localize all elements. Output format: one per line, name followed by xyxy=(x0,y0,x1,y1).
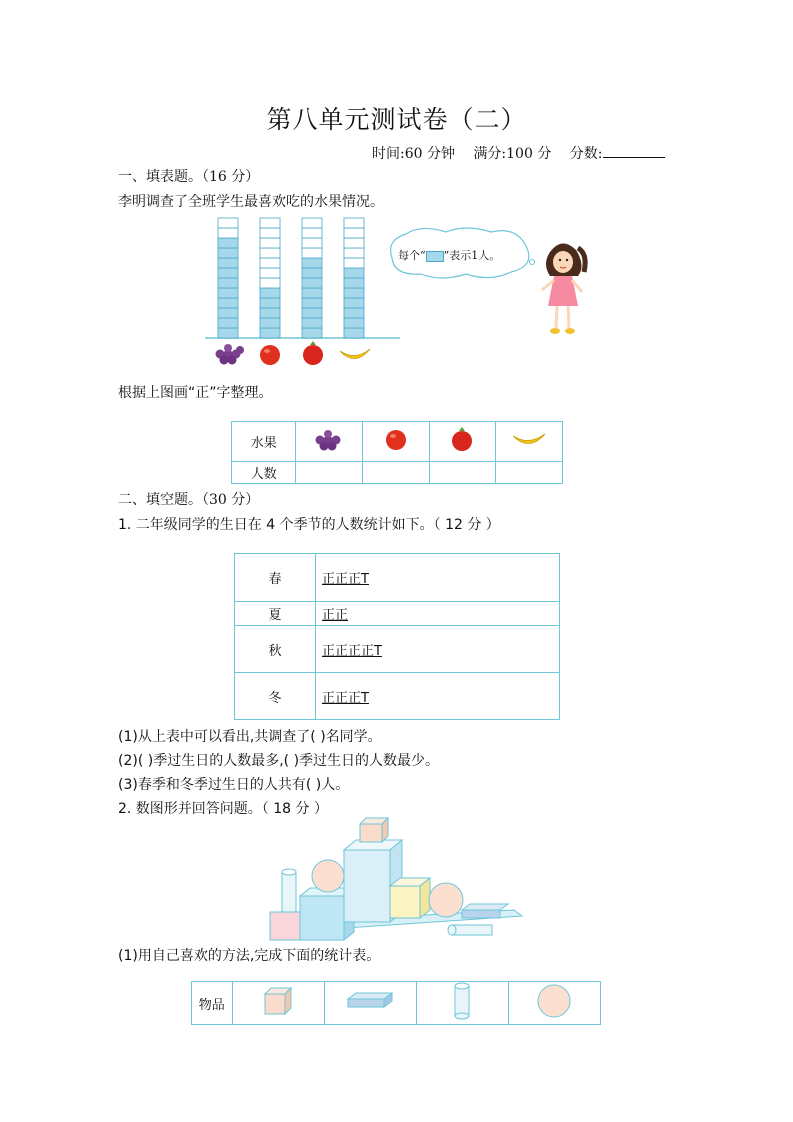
filled-cell xyxy=(260,308,280,318)
filled-cell xyxy=(344,288,364,298)
filled-cell xyxy=(344,318,364,328)
empty-cell xyxy=(218,228,238,238)
filled-cell xyxy=(344,278,364,288)
count-cell-apple[interactable] xyxy=(363,462,430,484)
filled-cell xyxy=(218,248,238,258)
filled-cell xyxy=(344,268,364,278)
filled-cell xyxy=(218,308,238,318)
count-cell-grapes[interactable] xyxy=(296,462,363,484)
filled-cell xyxy=(260,318,280,328)
empty-cell xyxy=(260,238,280,248)
grapes-icon xyxy=(216,344,245,365)
section1-instruction: 根据上图画“正”字整理。 xyxy=(118,385,273,401)
cuboid-icon xyxy=(346,991,394,1011)
season-cell: 春 xyxy=(235,554,316,602)
pomegranate-icon xyxy=(303,341,323,365)
apple-icon xyxy=(260,345,280,365)
girl-illustration xyxy=(532,236,590,338)
count-cell-banana[interactable] xyxy=(496,462,563,484)
page-title: 第八单元测试卷（二） xyxy=(266,105,527,134)
sphere-icon xyxy=(536,983,572,1019)
tally-cell: 正正 xyxy=(316,602,560,626)
filled-cell xyxy=(302,278,322,288)
q2-sub1: (1)用自己喜欢的方法,完成下面的统计表。 xyxy=(118,948,381,964)
section2-heading: 二、填空题。（30 分） xyxy=(118,492,260,508)
empty-cell xyxy=(344,228,364,238)
empty-cell xyxy=(260,258,280,268)
filled-cell xyxy=(302,318,322,328)
filled-cell xyxy=(218,238,238,248)
time-limit: 时间:60 分钟 xyxy=(372,146,455,162)
empty-cell xyxy=(344,248,364,258)
season-cell: 夏 xyxy=(235,602,316,626)
filled-cell xyxy=(344,308,364,318)
empty-cell xyxy=(260,228,280,238)
empty-cell xyxy=(218,218,238,228)
filled-cell xyxy=(218,318,238,328)
empty-cell xyxy=(260,278,280,288)
section1-intro: 李明调查了全班学生最喜欢吃的水果情况。 xyxy=(118,194,384,210)
exam-meta xyxy=(372,143,679,163)
bar-pomegranate xyxy=(302,218,322,338)
bubble-text-before: 每个“ xyxy=(398,249,426,262)
tally-cell: 正正正T xyxy=(316,673,560,720)
bar-grapes xyxy=(218,218,238,338)
pomegranate-icon xyxy=(450,427,474,453)
filled-cell xyxy=(218,298,238,308)
bubble-text xyxy=(398,247,500,263)
count-cell-pomegranate[interactable] xyxy=(429,462,496,484)
bar-apple xyxy=(260,218,280,338)
filled-cell xyxy=(260,328,280,338)
empty-cell xyxy=(344,238,364,248)
filled-cell xyxy=(302,328,322,338)
empty-cell xyxy=(344,218,364,228)
tally-cell: 正正正T xyxy=(316,554,560,602)
fruit-tally-table xyxy=(231,421,563,484)
filled-cell xyxy=(302,288,322,298)
filled-cell xyxy=(218,288,238,298)
filled-cell xyxy=(218,328,238,338)
filled-cell xyxy=(302,258,322,268)
banana-icon xyxy=(340,349,370,359)
filled-cell xyxy=(344,328,364,338)
filled-cell xyxy=(218,278,238,288)
empty-cell xyxy=(260,218,280,228)
filled-cell xyxy=(302,268,322,278)
q1-prompt: 1. 二年级同学的生日在 4 个季节的人数统计如下。（ 12 分 ） xyxy=(118,517,500,533)
empty-cell xyxy=(260,248,280,258)
full-score: 满分:100 分 xyxy=(473,146,552,162)
season-cell: 秋 xyxy=(235,626,316,673)
bar-banana xyxy=(344,218,364,338)
score-label: 分数: xyxy=(569,146,603,162)
q2-prompt: 2. 数图形并回答问题。（ 18 分 ） xyxy=(118,801,328,817)
count-row-label: 人数 xyxy=(232,462,296,484)
filled-cell xyxy=(260,288,280,298)
banana-icon xyxy=(510,429,548,451)
unit-square-icon xyxy=(426,251,444,262)
q1-sub1: (1)从上表中可以看出,共调查了( )名同学。 xyxy=(118,729,382,745)
grapes-icon xyxy=(312,428,346,452)
filled-cell xyxy=(218,258,238,268)
empty-cell xyxy=(344,258,364,268)
filled-cell xyxy=(302,298,322,308)
filled-cell xyxy=(260,298,280,308)
empty-cell xyxy=(302,228,322,238)
filled-cell xyxy=(218,268,238,278)
fruit-bar-chart xyxy=(200,214,410,374)
shapes-count-table xyxy=(191,981,601,1025)
cylinder-icon xyxy=(452,982,472,1020)
apple-icon xyxy=(384,428,408,452)
score-blank[interactable] xyxy=(603,145,665,158)
empty-cell xyxy=(302,218,322,228)
empty-cell xyxy=(302,238,322,248)
item-label: 物品 xyxy=(192,982,233,1025)
shapes-illustration xyxy=(266,814,528,944)
fruit-row-label: 水果 xyxy=(232,422,296,462)
q1-sub2: (2)( )季过生日的人数最多,( )季过生日的人数最少。 xyxy=(118,753,440,769)
season-tally-table xyxy=(234,553,560,720)
q1-sub3: (3)春季和冬季过生日的人共有( )人。 xyxy=(118,777,350,793)
tally-cell: 正正正正T xyxy=(316,626,560,673)
filled-cell xyxy=(344,298,364,308)
empty-cell xyxy=(302,248,322,258)
empty-cell xyxy=(260,268,280,278)
cube-icon xyxy=(262,986,294,1016)
season-cell: 冬 xyxy=(235,673,316,720)
section1-heading: 一、填表题。（16 分） xyxy=(118,169,260,185)
filled-cell xyxy=(302,308,322,318)
bubble-text-after: ”表示1人。 xyxy=(443,249,501,262)
